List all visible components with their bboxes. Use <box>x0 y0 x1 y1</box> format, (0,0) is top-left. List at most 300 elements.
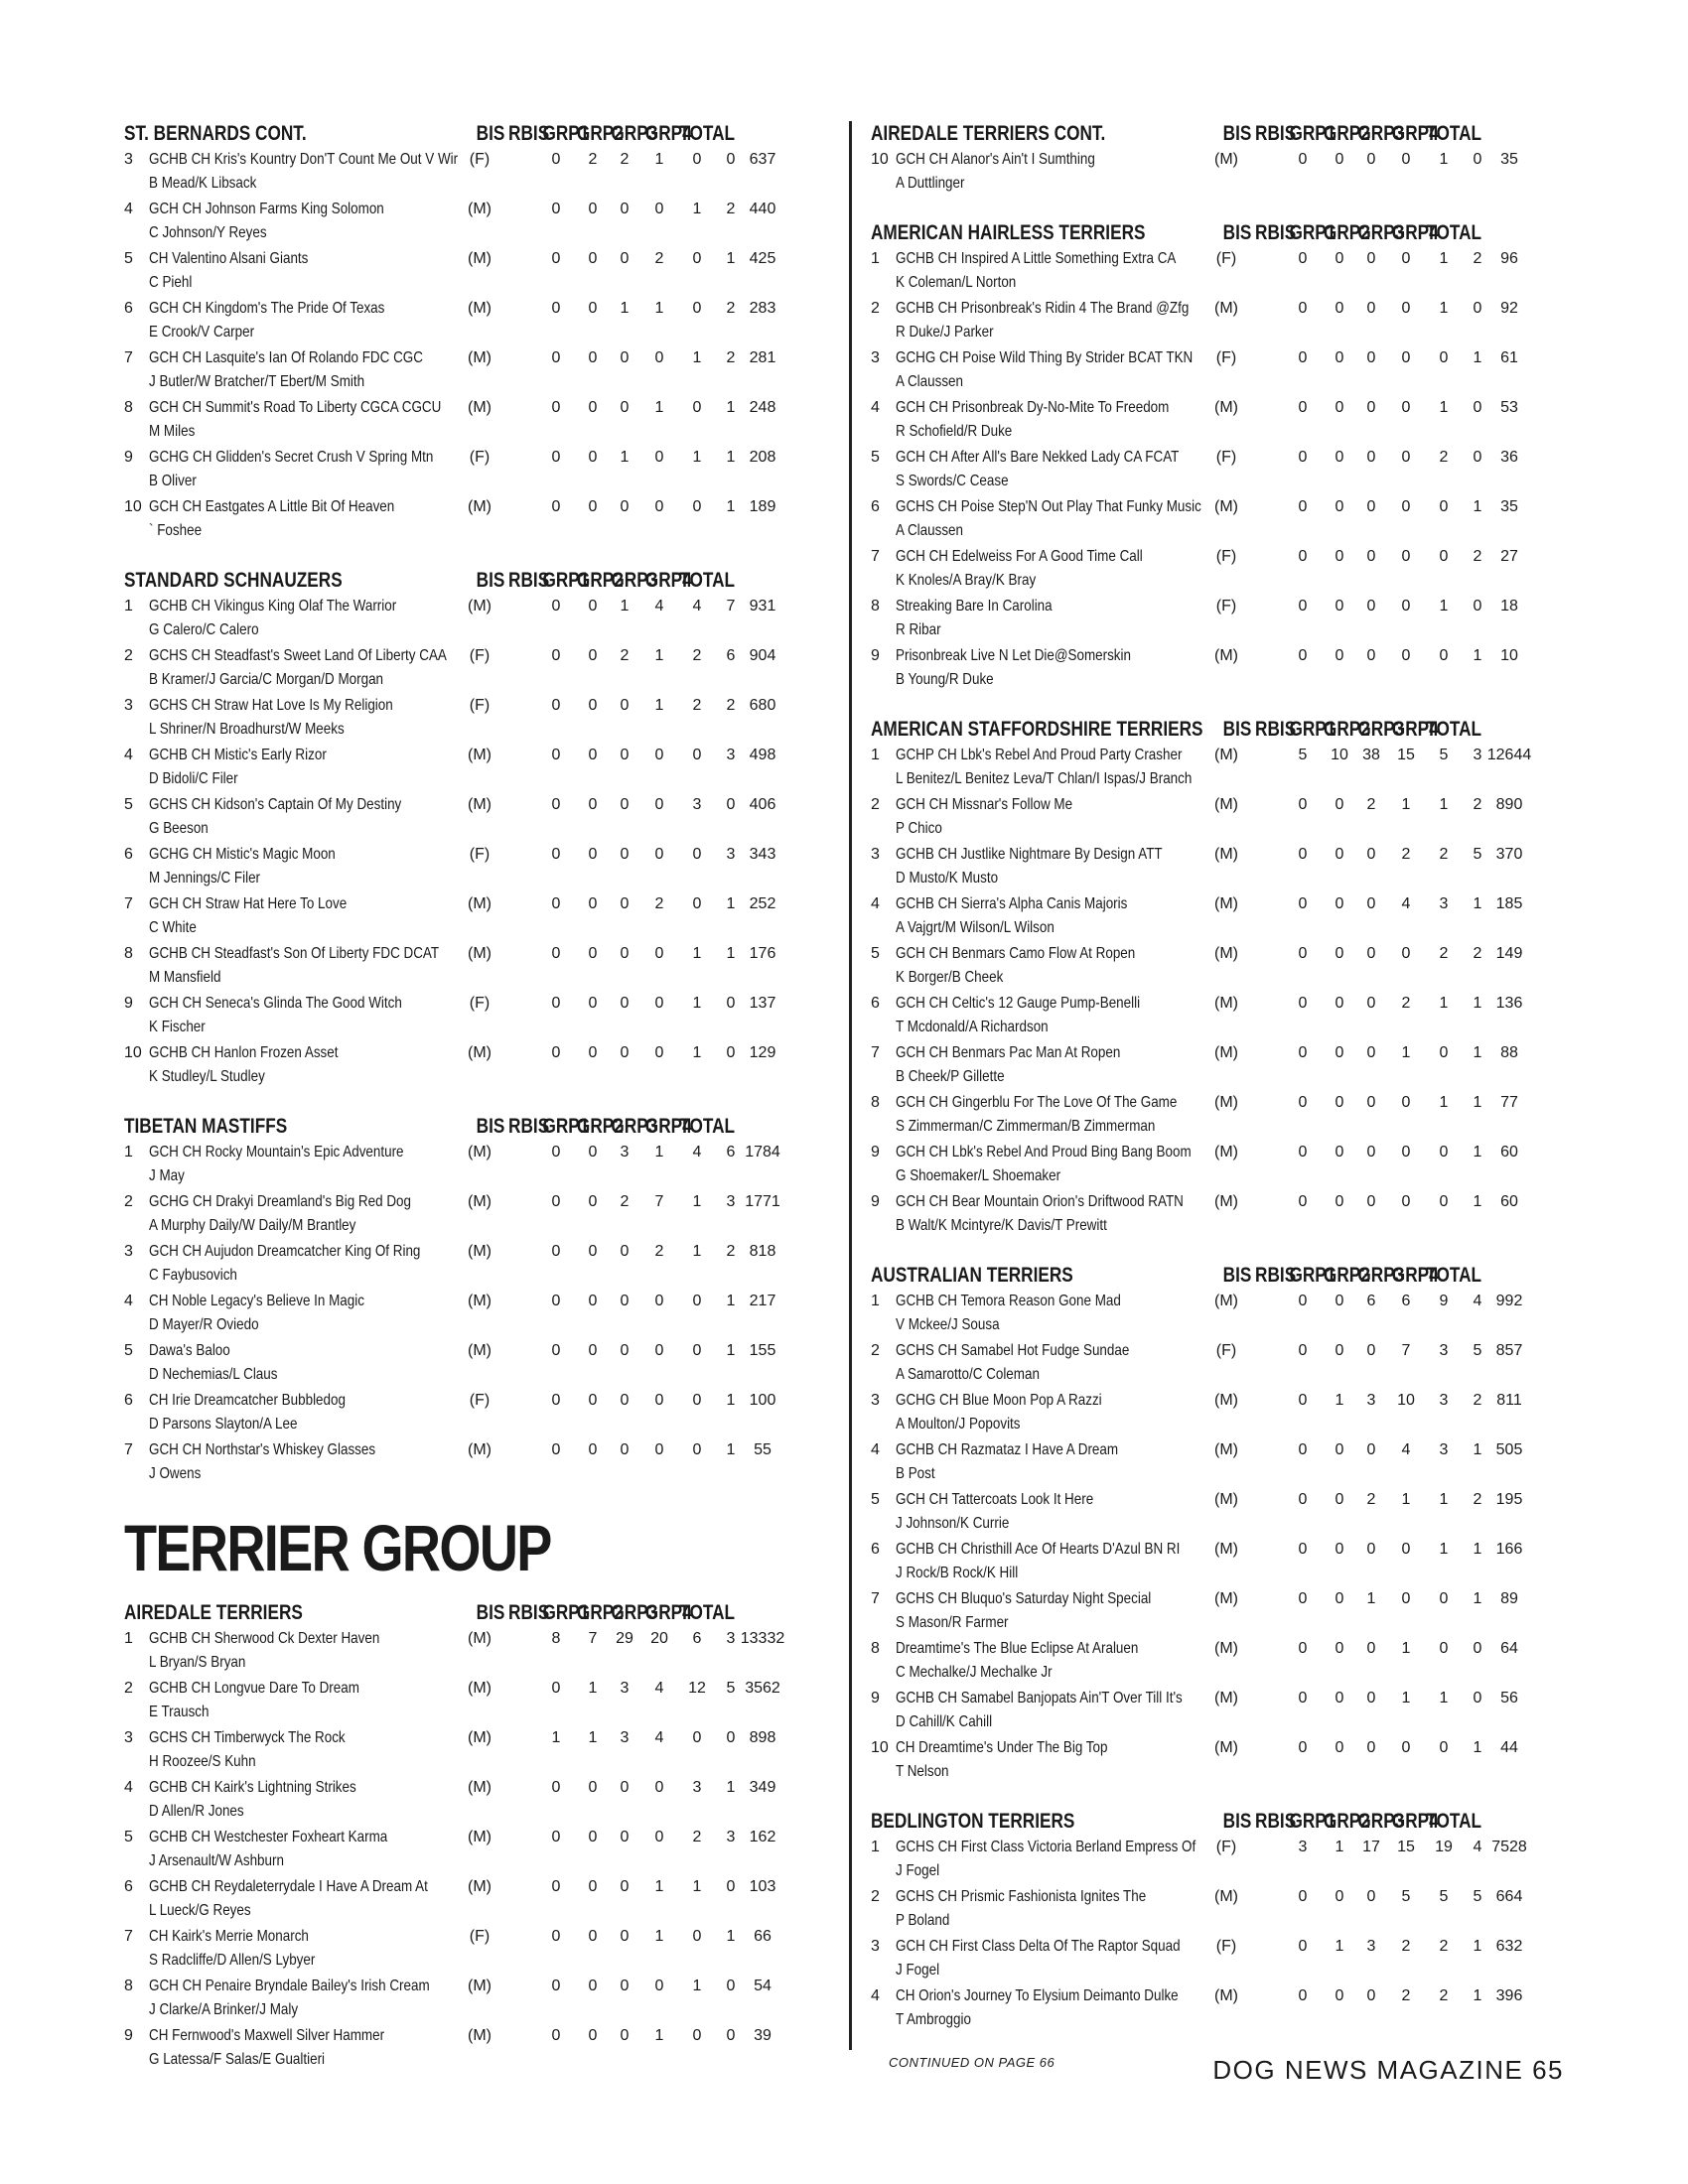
value-grp2: 4 <box>654 1729 664 1746</box>
value-total: 56 <box>1500 1690 1518 1706</box>
value-total: 7528 <box>1491 1839 1527 1855</box>
dog-sex: (M) <box>1214 1640 1238 1657</box>
value-bis: 0 <box>1298 548 1308 565</box>
value-bis: 3 <box>1298 1839 1308 1855</box>
right-column <box>871 121 1571 2070</box>
value-grp4: 1 <box>1473 1193 1482 1210</box>
dog-name: GCHG CH Mistic's Magic Moon <box>149 846 336 863</box>
entry-rank: 9 <box>871 647 880 664</box>
value-grp2: 0 <box>654 1978 664 1994</box>
value-total: 35 <box>1500 498 1518 515</box>
value-grp4: 1 <box>1473 1987 1482 2004</box>
section-title: AIREDALE TERRIERS CONT. <box>871 122 1106 145</box>
value-grp4: 0 <box>1473 1690 1482 1706</box>
dog-sex: (F) <box>469 1392 491 1409</box>
column-header-grp2: GRP2 <box>1323 221 1370 244</box>
column-header-rbis: RBIS <box>1255 122 1297 145</box>
dog-name: Prisonbreak Live N Let Die@Somerskin <box>896 647 1131 664</box>
dog-sex: (M) <box>468 349 492 366</box>
value-total: 27 <box>1500 548 1518 565</box>
dog-owners: C Faybusovich <box>149 1267 237 1284</box>
value-total: 440 <box>749 201 776 217</box>
value-grp3: 3 <box>1439 1342 1449 1359</box>
dog-owners: K Coleman/L Norton <box>896 274 1017 291</box>
value-bis: 0 <box>551 1193 561 1210</box>
column-header-grp1: GRP1 <box>542 1115 590 1138</box>
dog-name: CH Valentino Alsani Giants <box>149 250 309 267</box>
dog-sex: (M) <box>468 598 492 614</box>
value-grp2: 0 <box>654 1342 664 1359</box>
value-total: 13332 <box>740 1630 785 1647</box>
value-total: 195 <box>1495 1491 1523 1508</box>
dog-owners: E Trausch <box>149 1704 210 1720</box>
dog-owners: A Moulton/J Popovits <box>896 1416 1021 1433</box>
dog-name: CH Dreamtime's Under The Big Top <box>896 1739 1108 1756</box>
entry-rank: 5 <box>124 796 133 813</box>
value-rbis: 10 <box>1331 747 1348 763</box>
entry-rank: 1 <box>871 1839 880 1855</box>
list-item <box>124 991 824 1040</box>
dog-owners: D Allen/R Jones <box>149 1803 244 1820</box>
value-grp3: 0 <box>692 1293 702 1309</box>
value-grp3: 1 <box>692 1193 702 1210</box>
dog-name: GCHS CH Prismic Fashionista Ignites The <box>896 1888 1147 1905</box>
value-total: 100 <box>749 1392 776 1409</box>
column-header-rbis: RBIS <box>508 1115 550 1138</box>
value-total: 162 <box>749 1829 776 1845</box>
list-item <box>871 743 1571 792</box>
dog-sex: (M) <box>1214 1491 1238 1508</box>
value-grp1: 2 <box>620 151 630 168</box>
entry-rank: 7 <box>871 548 880 565</box>
dog-name: GCHB CH Razmataz I Have A Dream <box>896 1441 1119 1458</box>
value-grp4: 0 <box>1473 449 1482 466</box>
dog-owners: J Fogel <box>896 1862 940 1879</box>
entry-rank: 7 <box>124 349 133 366</box>
dog-owners: G Latessa/F Salas/E Gualtieri <box>149 2051 326 2068</box>
value-total: 904 <box>749 647 776 664</box>
value-rbis: 0 <box>1335 250 1344 267</box>
value-total: 281 <box>749 349 776 366</box>
value-grp1: 0 <box>620 201 630 217</box>
value-grp2: 0 <box>654 995 664 1012</box>
value-rbis: 0 <box>588 1392 598 1409</box>
dog-sex: (M) <box>468 895 492 912</box>
column-header-bis: BIS <box>476 1115 505 1138</box>
entry-rank: 3 <box>124 697 133 714</box>
dog-sex: (M) <box>468 1878 492 1895</box>
dog-owners: T Mcdonald/A Richardson <box>896 1019 1049 1035</box>
value-grp4: 1 <box>726 895 736 912</box>
dog-name: GCHB CH Steadfast's Son Of Liberty FDC DCAT <box>149 945 440 962</box>
list-item <box>124 1725 824 1775</box>
value-grp1: 0 <box>1366 647 1376 664</box>
dog-sex: (M) <box>468 498 492 515</box>
value-grp4: 2 <box>1473 1392 1482 1409</box>
value-grp1: 0 <box>620 995 630 1012</box>
value-total: 857 <box>1495 1342 1523 1359</box>
value-rbis: 0 <box>588 945 598 962</box>
dog-owners: S Radcliffe/D Allen/S Lybyer <box>149 1952 316 1969</box>
value-grp1: 0 <box>1366 1094 1376 1111</box>
list-item <box>124 693 824 743</box>
value-grp2: 0 <box>654 498 664 515</box>
dog-sex: (M) <box>468 1729 492 1746</box>
dog-name: GCHB CH Westchester Foxheart Karma <box>149 1829 388 1845</box>
value-bis: 0 <box>1298 796 1308 813</box>
list-item <box>871 445 1571 494</box>
column-header-grp1: GRP1 <box>542 122 590 145</box>
dog-owners: E Crook/V Carper <box>149 324 255 341</box>
value-rbis: 0 <box>1335 1541 1344 1558</box>
entry-rank: 7 <box>124 1928 133 1945</box>
value-bis: 0 <box>551 895 561 912</box>
dog-sex: (M) <box>1214 1044 1238 1061</box>
dog-sex: (M) <box>1214 647 1238 664</box>
dog-sex: (M) <box>1214 498 1238 515</box>
value-total: 1784 <box>745 1144 780 1160</box>
entry-rank: 8 <box>124 1978 133 1994</box>
column-header-total: TOTAL <box>1426 1264 1482 1287</box>
entry-rank: 4 <box>124 1779 133 1796</box>
value-bis: 0 <box>1298 1342 1308 1359</box>
value-rbis: 0 <box>588 1441 598 1458</box>
dog-name: GCH CH Aujudon Dreamcatcher King Of Ring <box>149 1243 421 1260</box>
entry-rank: 4 <box>124 747 133 763</box>
value-rbis: 1 <box>1335 1392 1344 1409</box>
value-grp2: 0 <box>1401 1541 1411 1558</box>
value-bis: 0 <box>1298 1293 1308 1309</box>
value-grp2: 4 <box>1401 1441 1411 1458</box>
value-total: 96 <box>1500 250 1518 267</box>
value-grp1: 0 <box>620 250 630 267</box>
value-grp2: 0 <box>654 747 664 763</box>
column-header-rbis: RBIS <box>508 122 550 145</box>
dog-owners: V Mckee/J Sousa <box>896 1316 1000 1333</box>
section-title: AIREDALE TERRIERS <box>124 1601 303 1624</box>
value-grp3: 0 <box>1439 548 1449 565</box>
value-grp2: 0 <box>1401 399 1411 416</box>
value-grp3: 0 <box>692 1928 702 1945</box>
value-grp4: 3 <box>726 1193 736 1210</box>
value-total: 664 <box>1495 1888 1523 1905</box>
value-grp3: 5 <box>1439 1888 1449 1905</box>
section-header <box>871 121 1571 147</box>
value-rbis: 0 <box>1335 300 1344 317</box>
list-item <box>124 445 824 494</box>
list-item <box>871 1189 1571 1239</box>
dog-owners: M Jennings/C Filer <box>149 870 261 887</box>
value-rbis: 0 <box>1335 1690 1344 1706</box>
value-total: 54 <box>754 1978 772 1994</box>
column-header-grp1: GRP1 <box>1289 1264 1336 1287</box>
entry-rank: 8 <box>871 598 880 614</box>
value-grp4: 0 <box>726 2027 736 2044</box>
value-bis: 0 <box>1298 449 1308 466</box>
value-bis: 0 <box>551 1928 561 1945</box>
entry-rank: 1 <box>124 598 133 614</box>
section-title: AMERICAN HAIRLESS TERRIERS <box>871 221 1146 244</box>
value-total: 3562 <box>745 1680 780 1697</box>
value-grp4: 1 <box>1473 1938 1482 1955</box>
value-rbis: 2 <box>588 151 598 168</box>
value-grp1: 0 <box>620 1044 630 1061</box>
value-total: 217 <box>749 1293 776 1309</box>
value-grp1: 0 <box>620 1441 630 1458</box>
list-item <box>871 1835 1571 1884</box>
value-total: 1771 <box>745 1193 780 1210</box>
dog-sex: (M) <box>1214 1293 1238 1309</box>
dog-owners: J Butler/W Bratcher/T Ebert/M Smith <box>149 373 365 390</box>
value-grp1: 0 <box>620 945 630 962</box>
value-grp1: 0 <box>620 895 630 912</box>
breed-section <box>124 121 824 544</box>
value-grp4: 2 <box>726 349 736 366</box>
column-header-total: TOTAL <box>679 569 736 592</box>
breed-section <box>124 568 824 1090</box>
column-header-grp3: GRP3 <box>1357 1810 1405 1833</box>
dog-sex: (F) <box>1215 1839 1237 1855</box>
value-bis: 0 <box>551 1144 561 1160</box>
dog-sex: (M) <box>1214 846 1238 863</box>
dog-sex: (M) <box>1214 1193 1238 1210</box>
value-rbis: 0 <box>588 1829 598 1845</box>
value-bis: 0 <box>551 1243 561 1260</box>
entry-rank: 1 <box>124 1144 133 1160</box>
value-grp1: 0 <box>1366 449 1376 466</box>
list-item <box>871 1586 1571 1636</box>
value-grp4: 1 <box>1473 1541 1482 1558</box>
value-rbis: 0 <box>588 300 598 317</box>
value-rbis: 0 <box>1335 995 1344 1012</box>
dog-name: GCH CH Lasquite's Ian Of Rolando FDC CGC <box>149 349 423 366</box>
list-item <box>871 1636 1571 1686</box>
continued-note: CONTINUED ON PAGE 66 <box>889 2055 1055 2070</box>
dog-sex: (M) <box>468 1630 492 1647</box>
column-header-total: TOTAL <box>1426 718 1482 741</box>
value-grp2: 20 <box>650 1630 668 1647</box>
value-total: 92 <box>1500 300 1518 317</box>
value-bis: 0 <box>551 747 561 763</box>
entry-rank: 1 <box>871 747 880 763</box>
group-title: TERRIER GROUP <box>124 1511 551 1584</box>
value-grp1: 0 <box>1366 995 1376 1012</box>
list-item <box>124 842 824 891</box>
dog-name: GCH CH Summit's Road To Liberty CGCA CGCU <box>149 399 442 416</box>
value-grp3: 1 <box>692 1044 702 1061</box>
column-header-grp3: GRP3 <box>611 569 658 592</box>
list-item <box>871 494 1571 544</box>
entry-rank: 1 <box>871 250 880 267</box>
value-rbis: 0 <box>588 995 598 1012</box>
list-item <box>124 1189 824 1239</box>
list-item <box>871 246 1571 296</box>
value-grp1: 0 <box>620 1293 630 1309</box>
column-header-rbis: RBIS <box>1255 1264 1297 1287</box>
value-grp4: 2 <box>726 697 736 714</box>
entry-rank: 7 <box>124 895 133 912</box>
value-bis: 0 <box>551 1878 561 1895</box>
value-grp2: 1 <box>1401 796 1411 813</box>
value-grp3: 1 <box>692 1878 702 1895</box>
value-grp3: 1 <box>692 349 702 366</box>
dog-sex: (M) <box>1214 1888 1238 1905</box>
value-grp4: 3 <box>726 1630 736 1647</box>
value-grp3: 1 <box>692 945 702 962</box>
value-total: 680 <box>749 697 776 714</box>
column-header-grp4: GRP4 <box>644 1601 692 1624</box>
dog-sex: (F) <box>1215 449 1237 466</box>
dog-owners: B Young/R Duke <box>896 671 994 688</box>
value-grp2: 0 <box>654 846 664 863</box>
value-grp1: 0 <box>1366 250 1376 267</box>
value-rbis: 0 <box>1335 1590 1344 1607</box>
list-item <box>124 1874 824 1924</box>
value-grp3: 1 <box>1439 300 1449 317</box>
value-grp2: 0 <box>1401 647 1411 664</box>
list-item <box>871 395 1571 445</box>
value-grp2: 2 <box>1401 1987 1411 2004</box>
list-item <box>124 296 824 345</box>
value-grp1: 0 <box>1366 598 1376 614</box>
dog-name: GCHB CH Inspired A Little Something Extra CA <box>896 250 1177 267</box>
value-grp1: 0 <box>620 498 630 515</box>
value-grp3: 3 <box>1439 1392 1449 1409</box>
list-item <box>871 594 1571 643</box>
value-grp3: 19 <box>1435 1839 1453 1855</box>
dog-name: GCHB CH Hanlon Frozen Asset <box>149 1044 339 1061</box>
column-header-grp2: GRP2 <box>576 1601 624 1624</box>
column-header-total: TOTAL <box>1426 221 1482 244</box>
value-grp2: 1 <box>1401 1044 1411 1061</box>
value-grp4: 1 <box>1473 995 1482 1012</box>
section-title: TIBETAN MASTIFFS <box>124 1115 288 1138</box>
value-rbis: 0 <box>1335 548 1344 565</box>
value-grp1: 0 <box>1366 300 1376 317</box>
dog-owners: C Johnson/Y Reyes <box>149 224 267 241</box>
column-header-total: TOTAL <box>679 122 736 145</box>
value-grp2: 4 <box>654 598 664 614</box>
value-grp3: 2 <box>1439 449 1449 466</box>
value-bis: 8 <box>551 1630 561 1647</box>
value-grp4: 1 <box>1473 1094 1482 1111</box>
value-grp1: 0 <box>620 1392 630 1409</box>
entry-rank: 3 <box>871 1392 880 1409</box>
dog-name: GCH CH Bear Mountain Orion's Driftwood RATN <box>896 1193 1184 1210</box>
value-bis: 0 <box>1298 1491 1308 1508</box>
value-total: 44 <box>1500 1739 1518 1756</box>
value-grp2: 2 <box>1401 995 1411 1012</box>
dog-owners: C Mechalke/J Mechalke Jr <box>896 1664 1053 1681</box>
dog-name: GCH CH Prisonbreak Dy-No-Mite To Freedom <box>896 399 1170 416</box>
entry-rank: 3 <box>871 846 880 863</box>
value-grp3: 4 <box>692 598 702 614</box>
value-grp2: 0 <box>654 1392 664 1409</box>
dog-owners: P Chico <box>896 820 942 837</box>
dog-name: GCHS CH Straw Hat Love Is My Religion <box>149 697 393 714</box>
value-rbis: 0 <box>1335 1640 1344 1657</box>
value-grp4: 1 <box>1473 1739 1482 1756</box>
value-grp4: 0 <box>1473 399 1482 416</box>
value-grp1: 1 <box>1366 1590 1376 1607</box>
entry-rank: 10 <box>871 151 889 168</box>
value-grp1: 1 <box>620 300 630 317</box>
value-grp4: 2 <box>1473 548 1482 565</box>
value-grp1: 2 <box>1366 796 1376 813</box>
dog-sex: (M) <box>468 1342 492 1359</box>
value-grp4: 1 <box>726 1293 736 1309</box>
list-item <box>124 1239 824 1289</box>
dog-owners: A Samarotto/C Coleman <box>896 1366 1040 1383</box>
value-bis: 0 <box>551 2027 561 2044</box>
value-grp3: 2 <box>692 697 702 714</box>
column-header-grp1: GRP1 <box>542 569 590 592</box>
value-total: 208 <box>749 449 776 466</box>
entry-rank: 9 <box>871 1193 880 1210</box>
dog-name: GCHS CH Timberwyck The Rock <box>149 1729 346 1746</box>
value-total: 137 <box>749 995 776 1012</box>
dog-name: GCHG CH Poise Wild Thing By Strider BCAT TKN <box>896 349 1194 366</box>
value-total: 425 <box>749 250 776 267</box>
value-total: 35 <box>1500 151 1518 168</box>
entry-rank: 2 <box>871 300 880 317</box>
value-rbis: 0 <box>588 846 598 863</box>
value-rbis: 0 <box>588 250 598 267</box>
breed-section <box>124 1600 824 2073</box>
value-bis: 0 <box>1298 1044 1308 1061</box>
list-item <box>124 891 824 941</box>
value-grp2: 0 <box>654 1044 664 1061</box>
value-total: 498 <box>749 747 776 763</box>
value-grp3: 3 <box>1439 895 1449 912</box>
dog-name: GCHS CH Samabel Hot Fudge Sundae <box>896 1342 1130 1359</box>
dog-owners: J Johnson/K Currie <box>896 1515 1010 1532</box>
value-grp2: 0 <box>654 449 664 466</box>
list-item <box>124 2023 824 2073</box>
value-bis: 0 <box>1298 250 1308 267</box>
value-grp3: 0 <box>1439 1640 1449 1657</box>
value-bis: 0 <box>1298 1987 1308 2004</box>
dog-owners: B Mead/K Libsack <box>149 175 257 192</box>
value-grp4: 0 <box>726 1044 736 1061</box>
entry-rank: 8 <box>871 1094 880 1111</box>
value-grp4: 1 <box>1473 1044 1482 1061</box>
value-grp3: 2 <box>1439 1987 1449 2004</box>
dog-owners: M Mansfield <box>149 969 221 986</box>
value-total: 103 <box>749 1878 776 1895</box>
value-rbis: 0 <box>1335 1193 1344 1210</box>
dog-name: CH Orion's Journey To Elysium Deimanto Dulke <box>896 1987 1179 2004</box>
dog-name: GCHB CH Longvue Dare To Dream <box>149 1680 359 1697</box>
dog-owners: S Zimmerman/C Zimmerman/B Zimmerman <box>896 1118 1156 1135</box>
entry-rank: 10 <box>124 1044 142 1061</box>
value-grp1: 0 <box>620 2027 630 2044</box>
value-grp1: 0 <box>620 1779 630 1796</box>
value-rbis: 0 <box>1335 1342 1344 1359</box>
dog-sex: (M) <box>1214 1739 1238 1756</box>
dog-sex: (M) <box>1214 796 1238 813</box>
value-rbis: 0 <box>588 1044 598 1061</box>
dog-sex: (M) <box>468 796 492 813</box>
dog-name: GCH CH Northstar's Whiskey Glasses <box>149 1441 376 1458</box>
value-grp3: 0 <box>1439 647 1449 664</box>
dog-name: GCH CH Alanor's Ain't I Sumthing <box>896 151 1095 168</box>
entry-rank: 3 <box>871 349 880 366</box>
value-bis: 0 <box>551 498 561 515</box>
value-rbis: 0 <box>1335 895 1344 912</box>
list-item <box>124 345 824 395</box>
dog-name: GCH CH Penaire Bryndale Bailey's Irish Cream <box>149 1978 430 1994</box>
